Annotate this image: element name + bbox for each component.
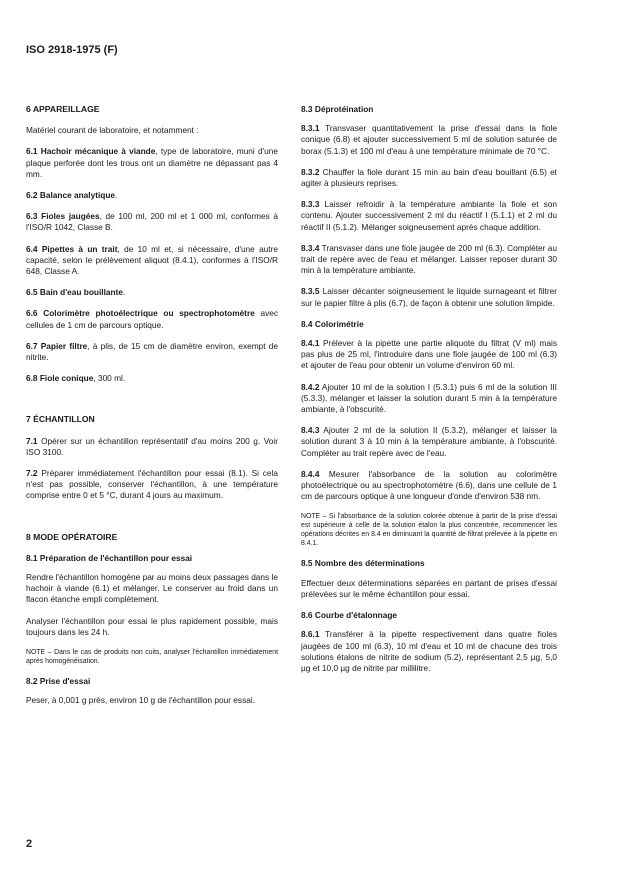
section-8-6-title: 8.6 Courbe d'étalonnage xyxy=(301,610,398,621)
clause-number: 6.8 xyxy=(26,373,38,384)
clause-8-3-3 xyxy=(301,199,557,233)
clause-6-1 xyxy=(26,146,278,180)
clause-text: , à plis, de 15 cm de diamètre environ, exempt de nitrite. xyxy=(26,340,278,363)
clause-8-4-2 xyxy=(301,382,557,416)
clause-8-3-2 xyxy=(301,167,557,189)
clause-keyword: Papier filtre xyxy=(40,340,88,351)
paragraph: Rendre l'échantillon homogène par au moins deux passages dans le hachoir à viande (6.1) et mélanger. Le conserver au froid dans un flacon étanche empli complètement. xyxy=(26,572,278,605)
section-8-1-title: 8.1 Préparation de l'échantillon pour essai xyxy=(26,552,193,563)
note: NOTE – Si l'absorbance de la solution colorée obtenue à partir de la prise d'essai est supérieure à celle de la solution étalon la plus concentrée, recommencer les opérations décrites en 8.4 en diminuant la quantité de filtrat prélevée à la pipette en 8.4.1. xyxy=(301,513,557,548)
clause-8-4-1 xyxy=(301,338,557,372)
clause-keyword: Bain d'eau bouillante xyxy=(39,287,123,298)
clause-6-8 xyxy=(26,373,278,384)
clause-number: 8.3.5 xyxy=(301,286,320,297)
clause-number: 8.4.2 xyxy=(301,381,320,392)
section-8-title: 8 MODE OPÉRATOIRE xyxy=(26,531,118,542)
clause-8-3-1 xyxy=(301,123,557,157)
clause-number: 7.2 xyxy=(26,468,38,479)
clause-number: 6.6 xyxy=(26,308,38,319)
clause-text: . xyxy=(122,287,126,298)
clause-number: 6.2 xyxy=(26,190,38,201)
clause-text: Laisser décanter soigneusement le liquide surnageant et filtrer sur le papier filtre à plis (6.7), de façon à obtenir une solution limpide. xyxy=(301,286,558,308)
section-6-intro: Matériel courant de laboratoire, et notamment : xyxy=(26,125,199,136)
clause-text: , type de laboratoire, muni d'une plaque perforée dont les trous ont un diamètre ne dépassant pas 4 mm. xyxy=(26,146,278,179)
clause-6-3 xyxy=(26,211,278,233)
clause-6-5 xyxy=(26,287,278,298)
clause-number: 6.5 xyxy=(26,287,38,298)
clause-text: Transvaser quantitativement la prise d'essai dans la fiole conique (6.8) et ajouter successivement 5 ml de solution saturée de borax (5.1.3) et 100 ml d'eau à une température minimale de 70 °C. xyxy=(301,123,557,156)
clause-number: 8.3.3 xyxy=(301,199,320,210)
clause-number: 6.3 xyxy=(26,211,38,222)
paragraph: Analyser l'échantillon pour essai le plus rapidement possible, mais toujours dans les 24 h. xyxy=(26,615,278,637)
page-number: 2 xyxy=(26,838,33,850)
clause-text: , de 100 ml, 200 ml et 1 000 ml, conformes à l'ISO/R 1042, Classe B. xyxy=(26,211,278,233)
clause-8-4-4 xyxy=(301,469,557,503)
clause-number: 8.3.2 xyxy=(301,166,320,177)
clause-6-7 xyxy=(26,341,278,363)
clause-number: 6.4 xyxy=(26,243,38,254)
clause-8-3-4 xyxy=(301,243,557,277)
clause-number: 6.7 xyxy=(26,340,38,351)
clause-text: avec cellules de 1 cm de parcours optique. xyxy=(26,308,278,330)
clause-7-1 xyxy=(26,436,278,458)
section-7-title: 7 ÉCHANTILLON xyxy=(26,414,95,425)
clause-6-2 xyxy=(26,190,278,201)
clause-text: , de 10 ml et, si nécessaire, d'une autre capacité, selon le prélèvement aliquot (8.4.1), conformes à l'ISO/R 648, Classe A. xyxy=(26,243,278,277)
clause-text: Transférer à la pipette respectivement dans quatre fioles jaugées de 100 ml (6.3), 10 ml d'eau et 10 ml de chacune des trois solutions étalons de nitrite de sodium (5.2), représentant 2,5 µg, 5,0 µg et 10,0 µg de nitrite par millilitre. xyxy=(301,629,558,673)
section-6-title: 6 APPAREILLAGE xyxy=(26,104,100,114)
right-column xyxy=(301,104,557,684)
clause-text: Mesurer l'absorbance de la solution au colorimètre photoélectrique ou au spectrophotomètre (6.6), dans une cellule de 1 cm de parcours optique à une longueur d'onde d'environ 538 nm. xyxy=(301,468,557,502)
clause-keyword: Balance analytique xyxy=(39,190,116,201)
clause-text: Ajouter 10 ml de la solution I (5.3.1) puis 6 ml de la solution III (5.3.3), mélanger et laisser la solution durant 5 min à la température ambiante, à l'obscurité. xyxy=(301,381,557,415)
clause-text: Prélever à la pipette une partie aliquote du filtrat (V ml) mais pas plus de 25 ml, l'introduire dans une fiole jaugée de 100 ml (6.3) et ajouter de l'eau pour obtenir un volume d'environ 60 ml. xyxy=(301,338,557,371)
clause-6-6 xyxy=(26,308,278,330)
clause-keyword: Pipettes à un trait xyxy=(41,243,118,254)
clause-number: 8.3.1 xyxy=(301,123,320,134)
clause-8-4-3 xyxy=(301,425,557,459)
section-8-3-title: 8.3 Déprotéination xyxy=(301,104,374,114)
clause-text: , 300 ml. xyxy=(93,373,126,384)
clause-keyword: Fiole conique xyxy=(39,373,94,384)
clause-keyword: Fioles jaugées xyxy=(41,211,100,222)
clause-text: Préparer immédiatement l'échantillon pour essai (8.1). Si cela n'est pas possible, conserver l'échantillon, à une température comprise entre 0 et 5 °C, durant 4 jours au maximum. xyxy=(26,468,278,501)
clause-keyword: Hachoir mécanique à viande xyxy=(40,146,156,157)
clause-number: 8.4.1 xyxy=(301,338,320,349)
clause-text: Transvaser dans une fiole jaugée de 200 ml (6.3). Compléter au trait de repère avec de l'eau et mélanger. Laisser reposer durant 30 min à la température ambiante. xyxy=(301,242,557,276)
clause-keyword: Colorimètre photoélectrique ou spectrophotomètre xyxy=(43,308,255,319)
clause-number: 7.1 xyxy=(26,435,38,446)
note: NOTE – Dans le cas de produits non cuits, analyser l'échantillon immédiatement après homogénéisation. xyxy=(26,649,278,666)
paragraph: Effectuer deux déterminations séparées en partant de prises d'essai prélevées sur le même échantillon pour essai. xyxy=(301,577,557,599)
document-header: ISO 2918-1975 (F) xyxy=(26,44,118,56)
clause-number: 8.4.4 xyxy=(301,468,320,479)
clause-number: 8.4.3 xyxy=(301,425,320,436)
clause-text: Opérer sur un échantillon représentatif d'au moins 200 g. Voir ISO 3100. xyxy=(26,435,278,457)
clause-6-4 xyxy=(26,244,278,278)
section-8-5-title: 8.5 Nombre des déterminations xyxy=(301,558,425,569)
clause-number: 8.6.1 xyxy=(301,629,320,640)
section-8-2-title: 8.2 Prise d'essai xyxy=(26,676,91,687)
clause-text: Chauffer la fiole durant 15 min au bain d'eau bouillant (6.5) et agiter à plusieurs reprises. xyxy=(301,166,557,189)
clause-8-6-1 xyxy=(301,629,557,674)
clause-7-2 xyxy=(26,468,278,502)
section-8-4-title: 8.4 Colorimétrie xyxy=(301,318,364,329)
clause-number: 8.3.4 xyxy=(301,242,320,253)
clause-text: Ajouter 2 ml de la solution II (5.3.2), mélanger et laisser la solution durant 3 à 10 min à la température ambiante, à l'obscurité. Compléter au trait repère avec de l'eau. xyxy=(301,425,557,458)
left-column xyxy=(26,104,278,717)
clause-text: . xyxy=(115,190,118,201)
clause-8-3-5 xyxy=(301,286,557,308)
clause-text: Laisser refroidir à la température ambiante la fiole et son contenu. Ajouter successivement 2 ml du réactif I (5.1.1) et 2 ml du réactif II (5.1.2). Mélanger soigneusement après chaque addition. xyxy=(301,199,557,232)
clause-number: 6.1 xyxy=(26,146,38,157)
paragraph: Peser, à 0,001 g près, environ 10 g de l'échantillon pour essai. xyxy=(26,695,255,706)
